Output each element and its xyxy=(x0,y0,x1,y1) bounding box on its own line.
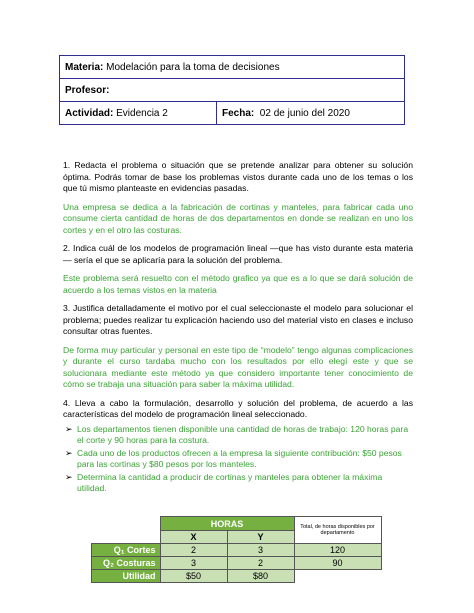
empty-corner xyxy=(92,517,161,531)
cell-x: 2 xyxy=(160,544,227,557)
fecha-cell xyxy=(216,102,404,124)
bullet-text: Los departamentos tienen disponible una cantidad de horas de trabajo: 120 horas para el corte y 90 horas para la costura. xyxy=(77,423,409,445)
answer-3: De forma muy particular y personal en este tipo de “modelo” tengo algunas complicaciones y durante el curso tardaba mucho con los resultados por ello elegí este y que se solucionara mediante este método ya que considero importante tener conocimiento de cómo se trabaja una situación para saber la máxima utilidad. xyxy=(63,344,413,389)
arrow-bullet-icon: ➢ xyxy=(65,447,73,458)
col-x-header: X xyxy=(160,531,227,544)
row-label: Utilidad xyxy=(92,570,161,583)
horas-header: HORAS xyxy=(160,517,294,531)
bullet-text: Cada uno de los productos ofrecen a la empresa la siguiente contribución: $50 pesos para las cortinas y $80 pesos por los manteles. xyxy=(77,447,402,469)
document-body xyxy=(63,160,413,496)
answer-1: Una empresa se dedica a la fabricación de cortinas y manteles, para fabricar cada uno consume cierta cantidad de horas de dos departamentos en donde se realizan en uno los cortes y en el otro las costuras. xyxy=(63,201,413,235)
arrow-bullet-icon: ➢ xyxy=(65,471,73,482)
arrow-bullet-icon: ➢ xyxy=(65,423,73,434)
total-header: Total, de horas disponibles por departamento xyxy=(294,517,381,544)
cell-total: 90 xyxy=(294,557,381,570)
empty-corner xyxy=(92,531,161,544)
table-row xyxy=(92,570,382,583)
row-label: Q₂ Costuras xyxy=(92,557,161,570)
actividad-cell xyxy=(60,102,216,124)
list-item xyxy=(63,472,413,495)
question-3: 3. Justifica detalladamente el motivo por el cual seleccionaste el modelo para solucionar el problema; puedes realizar tu explicación haciendo uso del material visto en clases e incluso consultar otras fuentes. xyxy=(63,303,413,336)
fecha-label: Fecha: xyxy=(222,107,255,119)
cell-x: $50 xyxy=(160,570,227,583)
materia-cell xyxy=(60,56,280,78)
answer-2: Este problema será resuelto con el método grafico ya que es a lo que se dará solución de acuerdo a los temas vistos en la materia xyxy=(63,273,413,295)
question-4: 4. Lleva a cabo la formulación, desarrollo y solución del problema, de acuerdo a las características del modelo de programación lineal seleccionado. xyxy=(63,397,413,419)
cell-y: 2 xyxy=(227,557,294,570)
actividad-row xyxy=(60,102,404,124)
actividad-value: Evidencia 2 xyxy=(116,107,168,119)
list-item xyxy=(63,448,413,471)
cell-x: 3 xyxy=(160,557,227,570)
cell-total: 120 xyxy=(294,544,381,557)
profesor-cell xyxy=(60,79,109,101)
cell-y: $80 xyxy=(227,570,294,583)
question-2: 2. Indica cuál de los modelos de programación lineal —que has visto durante esta materia— sería el que se aplicaría para la solución del problema. xyxy=(63,243,413,265)
bullet-list xyxy=(63,424,413,495)
profesor-row xyxy=(60,79,404,102)
question-1: 1. Redacta el problema o situación que se pretende analizar para obtener su solución óptima. Podrás tomar de base los problemas vistos durante cada uno de los temas o los que tú mismo planteaste en evidencias pasadas. xyxy=(63,160,413,193)
table-row xyxy=(92,557,382,570)
table-row xyxy=(92,544,382,557)
actividad-label: Actividad: xyxy=(65,107,114,119)
materia-value: Modelación para la toma de decisiones xyxy=(106,61,280,73)
fecha-value: 02 de junio del 2020 xyxy=(259,107,350,119)
row-label: Q₁ Cortes xyxy=(92,544,161,557)
cell-total xyxy=(294,570,381,583)
hours-table xyxy=(91,516,382,583)
col-y-header: Y xyxy=(227,531,294,544)
materia-row xyxy=(60,56,404,79)
table-header-row xyxy=(92,517,382,531)
list-item xyxy=(63,424,413,447)
profesor-label: Profesor: xyxy=(65,84,110,96)
materia-label: Materia: xyxy=(65,61,104,73)
cell-y: 3 xyxy=(227,544,294,557)
bullet-text: Determina la cantidad a producir de cortinas y manteles para obtener la máxima utilidad. xyxy=(77,471,383,493)
header-table xyxy=(59,55,405,125)
